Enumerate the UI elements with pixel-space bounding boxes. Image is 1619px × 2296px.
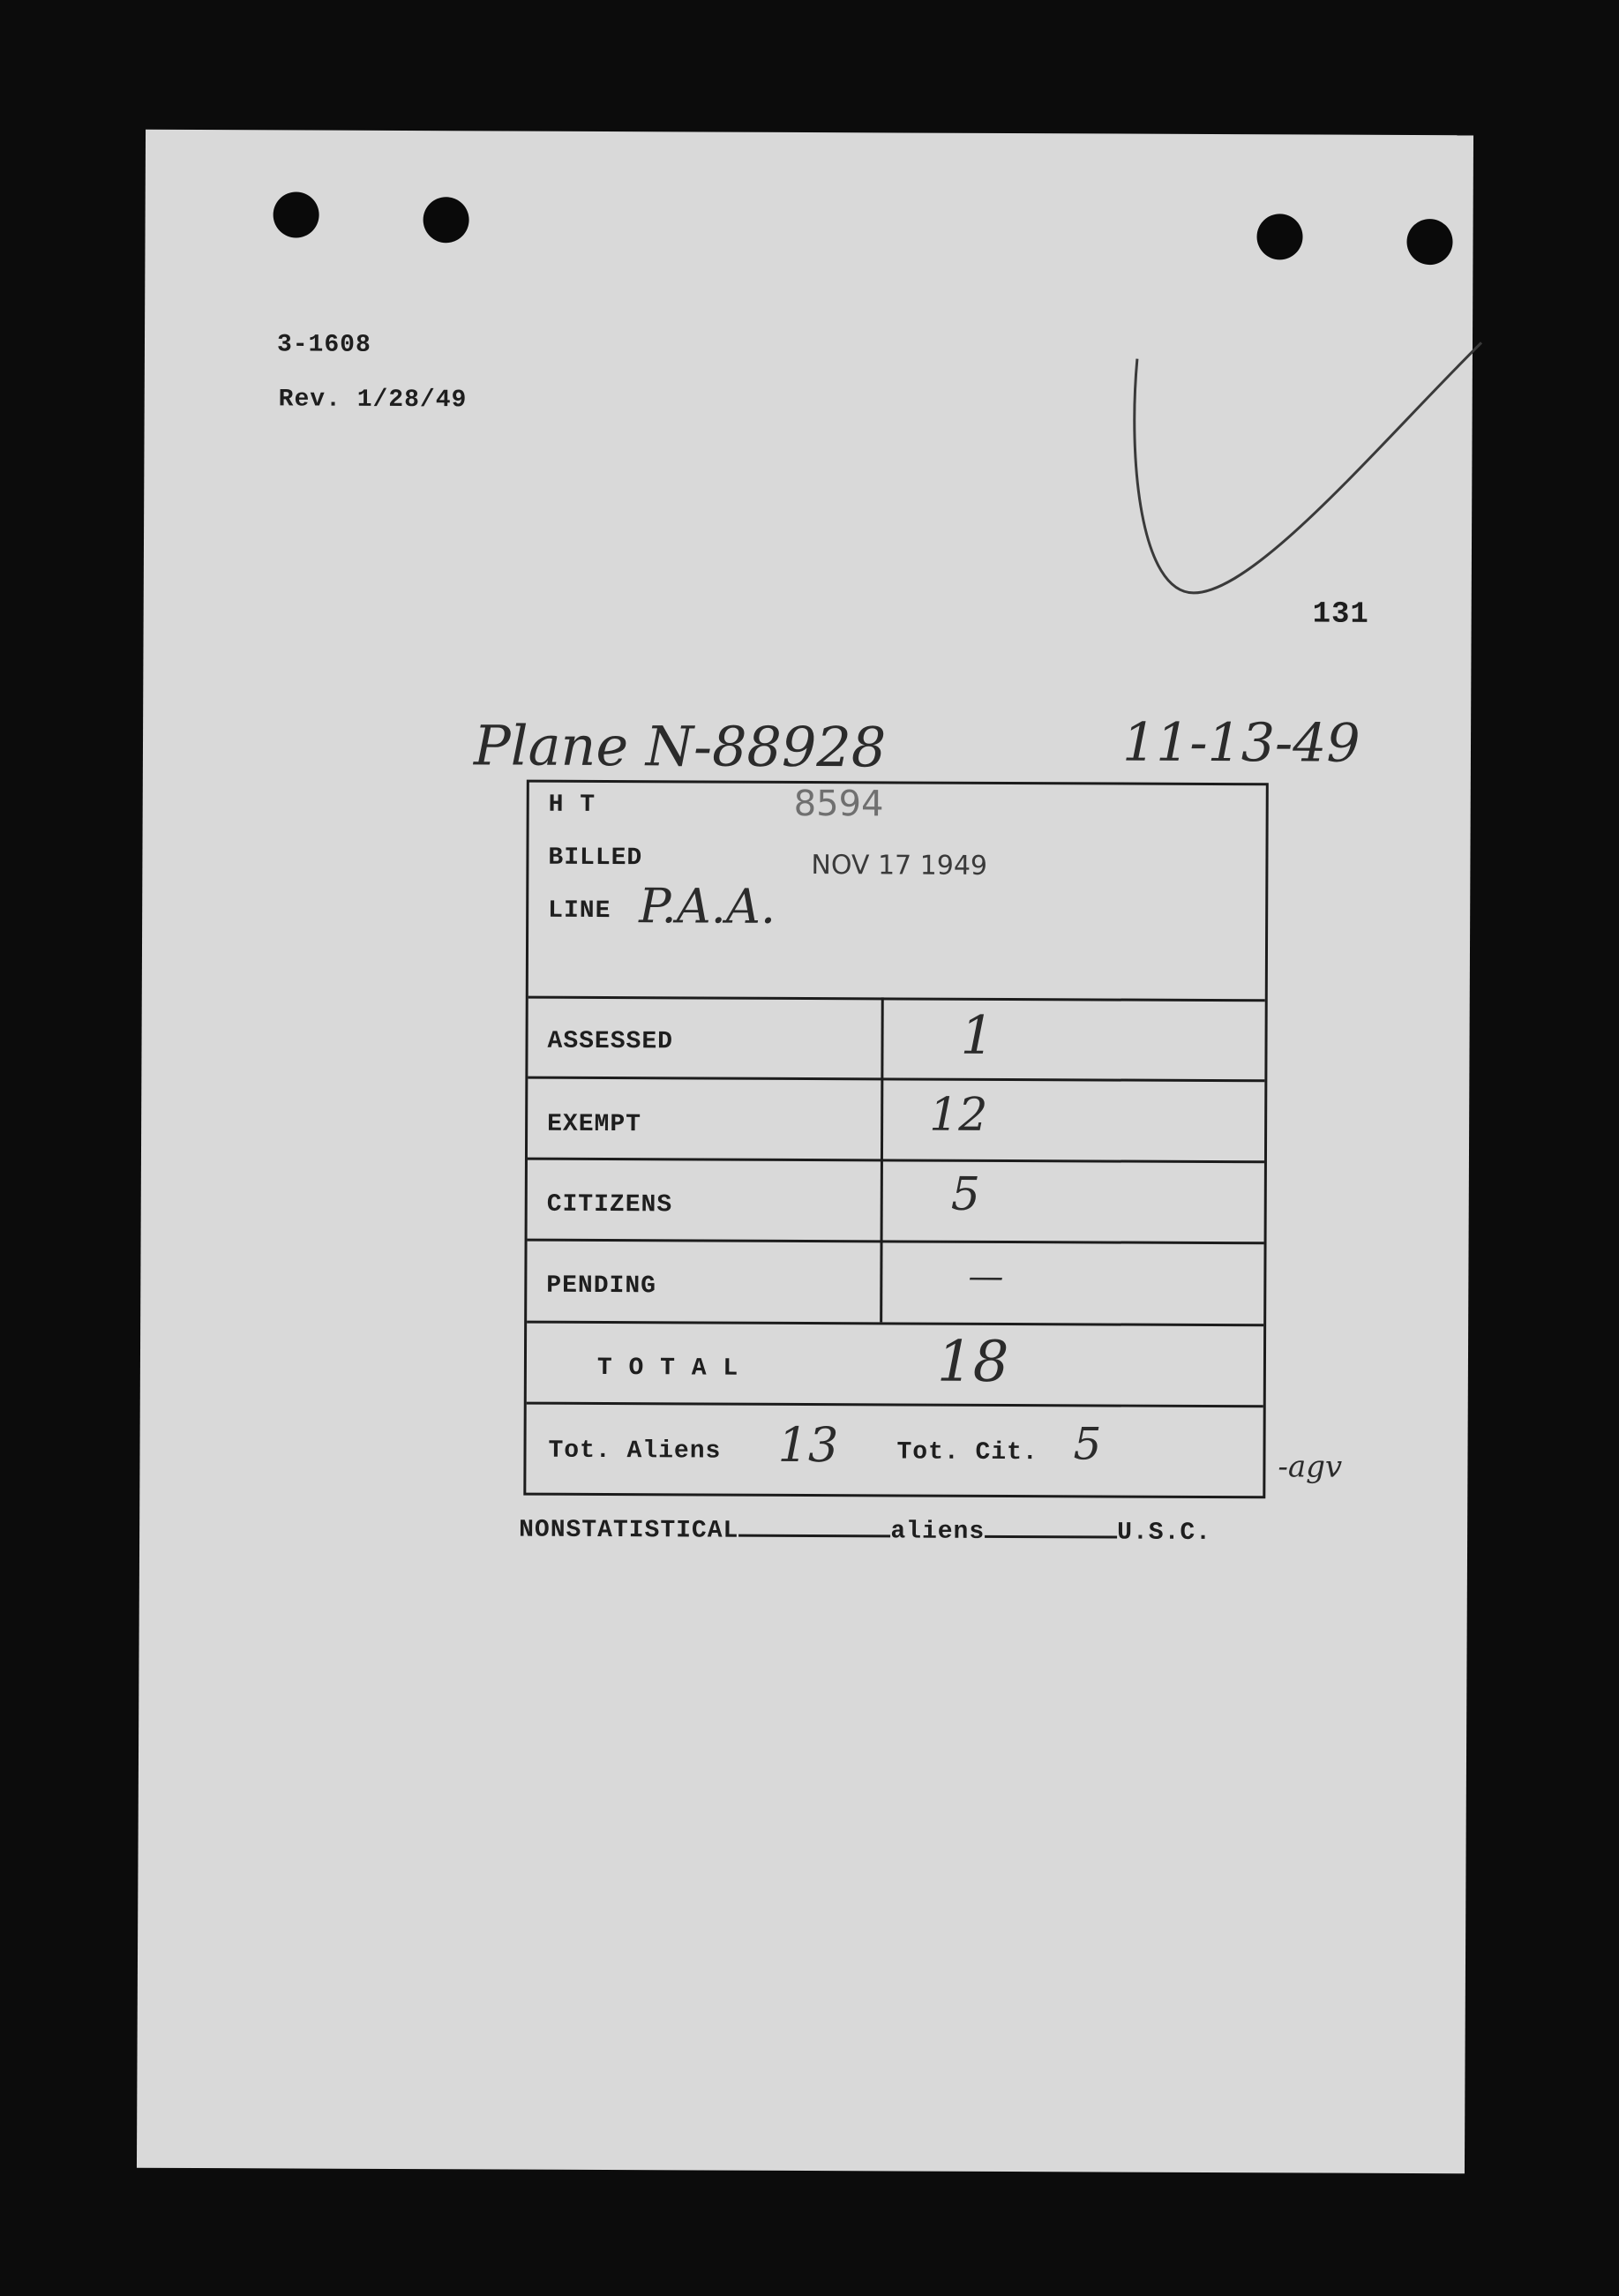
form-number: 3-1608 bbox=[276, 331, 371, 359]
tot-aliens-label: Tot. Aliens bbox=[548, 1437, 722, 1466]
total-value: 18 bbox=[936, 1329, 1009, 1396]
tot-cit-label: Tot. Cit. bbox=[896, 1438, 1038, 1467]
initials: -agv bbox=[1278, 1449, 1343, 1485]
tot-cit-value: 5 bbox=[1073, 1418, 1102, 1470]
line-label: LINE bbox=[548, 897, 611, 926]
aliens-blank bbox=[985, 1534, 1117, 1539]
billed-stamp: NOV 17 1949 bbox=[811, 850, 988, 882]
ht-label: H T bbox=[548, 791, 596, 819]
usc-label: U.S.C. bbox=[1117, 1519, 1212, 1548]
nonstatistical-blank bbox=[738, 1533, 890, 1538]
row-value: 1 bbox=[960, 1004, 994, 1067]
document-page bbox=[137, 130, 1473, 2174]
row-value: 5 bbox=[950, 1167, 981, 1221]
page-number: 131 bbox=[1312, 597, 1369, 632]
ht-stamp: 8594 bbox=[793, 783, 884, 825]
row-label: PENDING bbox=[546, 1272, 657, 1301]
tally-form bbox=[523, 780, 1269, 1499]
row-value: — bbox=[968, 1256, 1004, 1297]
billed-label: BILLED bbox=[548, 844, 643, 873]
nonstatistical-label: NONSTATISTICAL bbox=[519, 1516, 739, 1545]
plane-number: Plane N-88928 bbox=[473, 713, 887, 780]
row-value: 12 bbox=[929, 1088, 988, 1142]
aliens-label: aliens bbox=[890, 1518, 986, 1546]
row-label: CITIZENS bbox=[546, 1190, 673, 1219]
nonstatistical-line bbox=[519, 1517, 1211, 1547]
total-label: T O T A L bbox=[596, 1354, 739, 1383]
row-label: ASSESSED bbox=[547, 1027, 674, 1056]
record-date: 11-13-49 bbox=[1121, 711, 1360, 775]
line-value: P.A.A. bbox=[639, 878, 776, 934]
tot-aliens-value: 13 bbox=[777, 1416, 839, 1474]
row-label: EXEMPT bbox=[547, 1110, 642, 1139]
form-revision: Rev. 1/28/49 bbox=[278, 386, 468, 415]
